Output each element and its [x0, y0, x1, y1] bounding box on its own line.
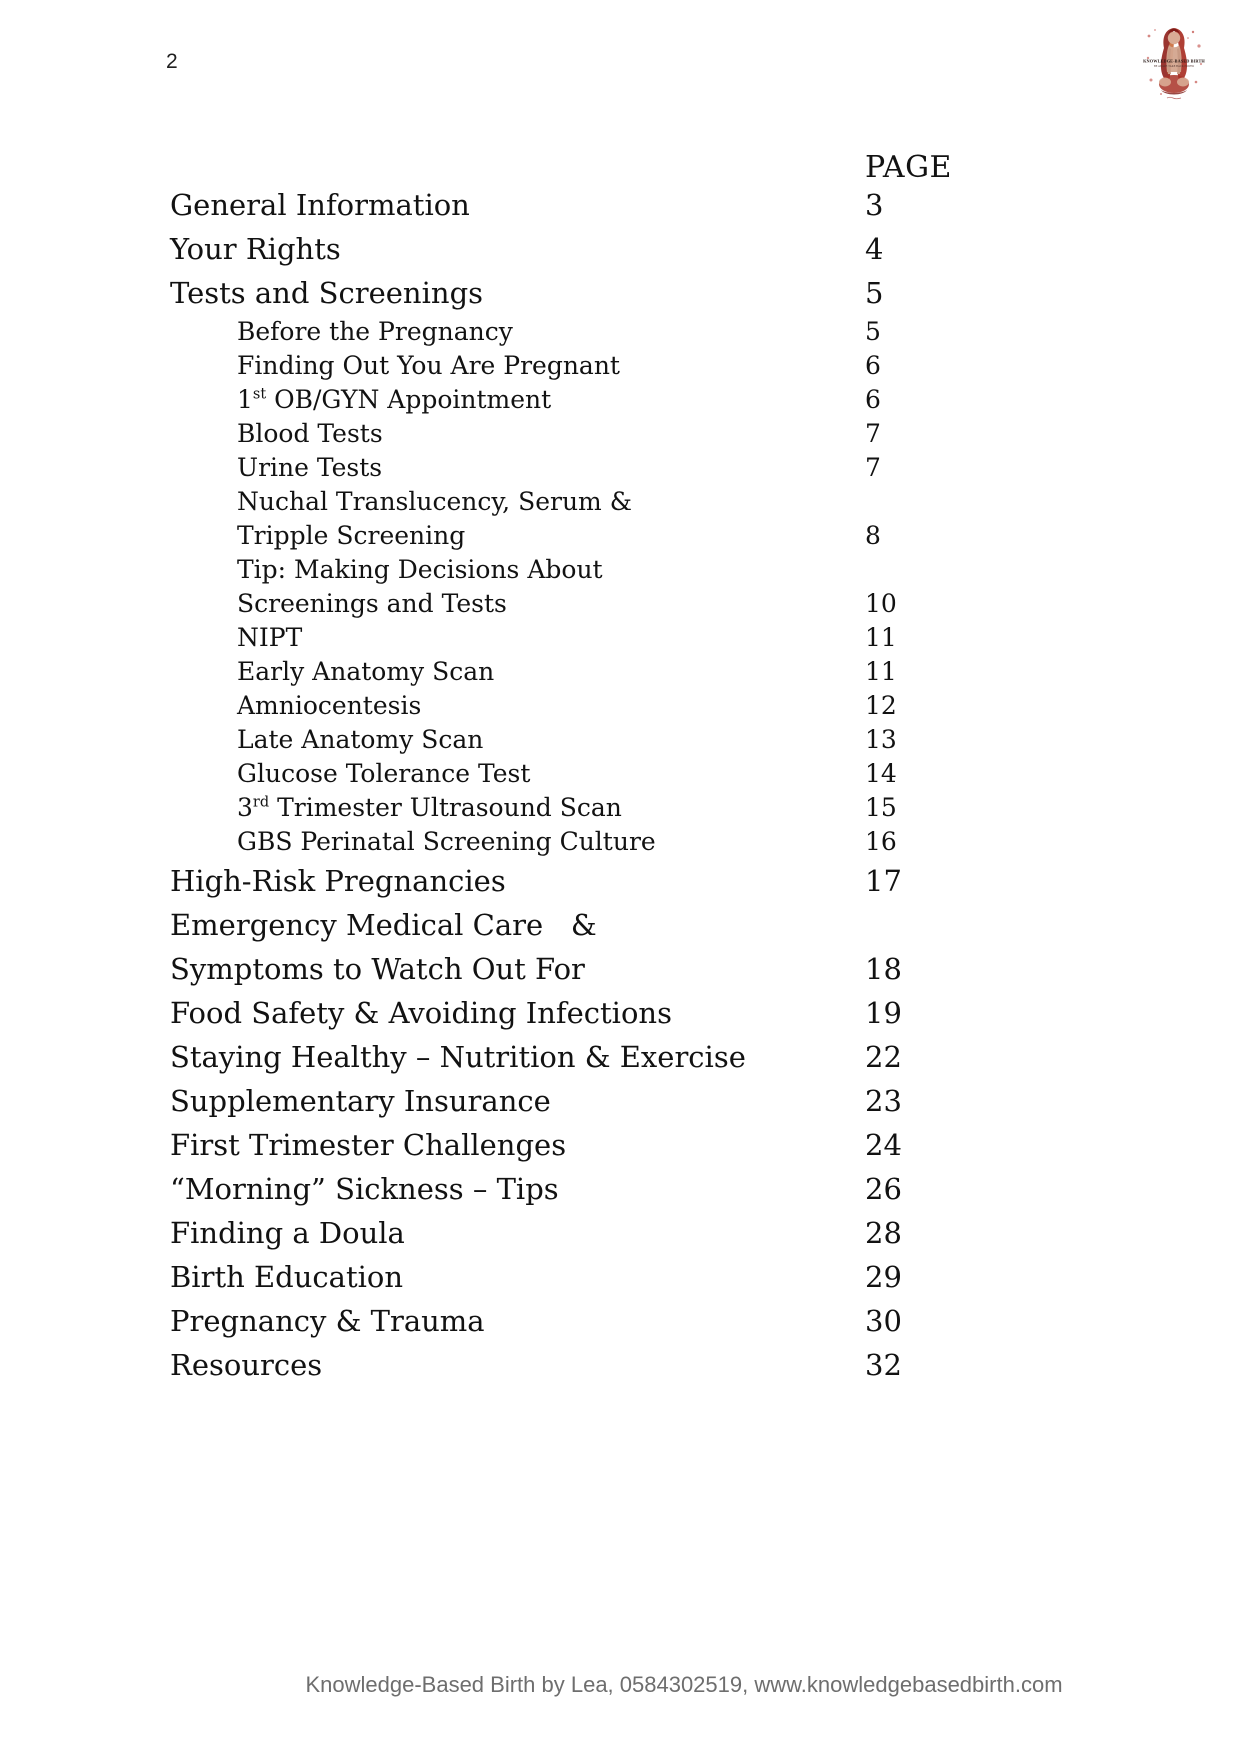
- toc-entry-page: 17: [865, 864, 902, 898]
- toc-entry: [170, 723, 990, 757]
- toc-entry-label: Nuchal Translucency, Serum &: [237, 487, 632, 516]
- toc-entry: [170, 519, 990, 553]
- toc-entry: [170, 859, 990, 903]
- toc-entry-page: 15: [865, 793, 897, 822]
- toc-entry-label: High-Risk Pregnancies: [170, 864, 506, 898]
- toc-entry-label: Urine Tests: [237, 453, 383, 482]
- toc-entry-label: Your Rights: [170, 232, 341, 266]
- toc-entry-page: 16: [865, 827, 897, 856]
- toc-entry-page: 7: [865, 453, 881, 482]
- toc-entry-label: Amniocentesis: [237, 691, 422, 720]
- toc-entry-label: Early Anatomy Scan: [237, 657, 495, 686]
- toc-entry-page: 14: [865, 759, 897, 788]
- toc-entry-label: Resources: [170, 1348, 323, 1382]
- toc-entry: [170, 1079, 990, 1123]
- toc-entry: [170, 1343, 990, 1387]
- toc-entry-label: [237, 385, 551, 414]
- toc-entry-page: 32: [865, 1348, 902, 1382]
- toc-entry-label-superscript: rd: [252, 794, 270, 811]
- toc-entry-page: 28: [865, 1216, 902, 1250]
- toc-entry-page: 18: [865, 952, 902, 986]
- toc-entry: [170, 417, 990, 451]
- toc-entry-page: 6: [865, 351, 881, 380]
- toc-entry-page: 11: [865, 657, 897, 686]
- toc-entry-page: 24: [865, 1128, 902, 1162]
- toc-entry-label: Food Safety & Avoiding Infections: [170, 996, 672, 1030]
- toc-entry: [170, 1255, 990, 1299]
- toc-entry-label: Pregnancy & Trauma: [170, 1304, 485, 1338]
- toc-entry: [170, 485, 990, 519]
- toc-entry-label: Symptoms to Watch Out For: [170, 952, 585, 986]
- toc-entry-label: Birth Education: [170, 1260, 404, 1294]
- toc-entry: [170, 349, 990, 383]
- toc-entry-page: 3: [865, 188, 884, 222]
- logo-title: KNOWLEDGE-BASED BIRTH: [1143, 58, 1205, 64]
- toc-entry: [170, 791, 990, 825]
- toc-entry-label: “Morning” Sickness – Tips: [170, 1172, 559, 1206]
- toc-entry-page: 11: [865, 623, 897, 652]
- toc-entry: [170, 655, 990, 689]
- toc-entry: [170, 689, 990, 723]
- toc-entry: [170, 553, 990, 587]
- toc-entry-label-superscript: st: [252, 386, 267, 403]
- toc-entry-page: 4: [865, 232, 884, 266]
- toc-entry-label: [237, 793, 622, 822]
- toc-entry-page: 29: [865, 1260, 902, 1294]
- toc-entry-label: GBS Perinatal Screening Culture: [237, 827, 656, 856]
- toc-entry: [170, 1123, 990, 1167]
- toc-entry: [170, 315, 990, 349]
- toc-entry: [170, 183, 990, 227]
- toc-entry: [170, 227, 990, 271]
- toc-entry: [170, 1167, 990, 1211]
- toc-entry-label: Supplementary Insurance: [170, 1084, 551, 1118]
- toc-entry-label: Screenings and Tests: [237, 589, 507, 618]
- toc-entry: [170, 621, 990, 655]
- toc-entry-page: 7: [865, 419, 881, 448]
- toc-entry-label: Finding a Doula: [170, 1216, 405, 1250]
- toc-entry-page: 12: [865, 691, 897, 720]
- toc-entry-page: 5: [865, 276, 884, 310]
- toc-entry-label: Finding Out You Are Pregnant: [237, 351, 620, 380]
- toc-entry-page: 23: [865, 1084, 902, 1118]
- toc-entry-label-part: 3: [237, 793, 253, 822]
- toc-entry-label-part: Trimester Ultrasound Scan: [269, 793, 622, 822]
- table-of-contents: [170, 183, 990, 1387]
- toc-entry-label: Tip: Making Decisions About: [237, 555, 603, 584]
- logo-tagline: BE AWARE TAKE BACK POWER: [1153, 65, 1195, 68]
- toc-entry: [170, 947, 990, 991]
- toc-entry-page: 10: [865, 589, 897, 618]
- toc-entry-page: 26: [865, 1172, 902, 1206]
- footer-text: Knowledge-Based Birth by Lea, 0584302519, www.knowledgebasedbirth.com: [305, 1672, 1063, 1697]
- toc-entry-label: Staying Healthy – Nutrition & Exercise: [170, 1040, 746, 1074]
- toc-entry-label: Glucose Tolerance Test: [237, 759, 531, 788]
- toc-entry-label: Emergency Medical Care &: [170, 908, 597, 942]
- toc-entry: [170, 991, 990, 1035]
- toc-entry: [170, 757, 990, 791]
- toc-entry: [170, 1035, 990, 1079]
- toc-entry-label: General Information: [170, 188, 470, 222]
- toc-entry-label: NIPT: [237, 623, 303, 652]
- toc-entry: [170, 903, 990, 947]
- toc-entry: [170, 1211, 990, 1255]
- toc-entry-page: 22: [865, 1040, 902, 1074]
- toc-entry-page: 19: [865, 996, 902, 1030]
- toc-entry-label-part: OB/GYN Appointment: [266, 385, 552, 414]
- page-number: 2: [166, 50, 178, 73]
- toc-entry-label: Blood Tests: [237, 419, 383, 448]
- toc-entry-page: 6: [865, 385, 881, 414]
- toc-entry-page: 8: [865, 521, 881, 550]
- toc-entry-page: 30: [865, 1304, 902, 1338]
- toc-entry: [170, 271, 990, 315]
- brand-logo: [1141, 24, 1207, 104]
- toc-entry: [170, 383, 990, 417]
- toc-entry-label: Tripple Screening: [237, 521, 466, 550]
- toc-entry-label: Before the Pregnancy: [237, 317, 513, 346]
- toc-entry-label: Tests and Screenings: [170, 276, 484, 310]
- toc-entry: [170, 1299, 990, 1343]
- toc-entry-page: 13: [865, 725, 897, 754]
- signature-squiggle: [1167, 97, 1181, 99]
- toc-entry-label: First Trimester Challenges: [170, 1128, 567, 1162]
- toc-page-column-header: PAGE: [865, 150, 952, 185]
- toc-entry-page: 5: [865, 317, 881, 346]
- toc-entry-label-part: 1: [237, 385, 253, 414]
- toc-entry: [170, 825, 990, 859]
- toc-entry: [170, 587, 990, 621]
- toc-entry: [170, 451, 990, 485]
- toc-entry-label: Late Anatomy Scan: [237, 725, 484, 754]
